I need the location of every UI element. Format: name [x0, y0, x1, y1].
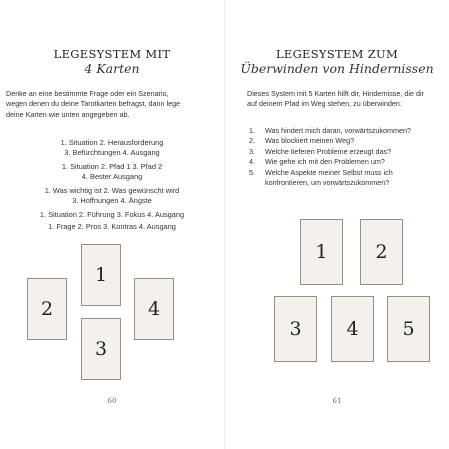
question-text: Was hindert mich daran, vorwärtszukommen?: [265, 126, 411, 135]
combo-line: 1. Frage 2. Pros 3. Kontras 4. Ausgang: [48, 222, 176, 231]
left-page-intro: [6, 89, 218, 120]
question-number: 1.: [249, 126, 255, 135]
question-text: Welche tieferen Probleme erzeugt das?: [265, 146, 392, 156]
intro-line: deine Karten wie unten angegeben ab.: [6, 109, 130, 119]
right-page-subtitle: Überwinden von Hindernissen: [240, 61, 434, 76]
intro-line: wegen denen du deine Tarotkarten befragst, dann lege: [6, 99, 181, 109]
spread-card: 5: [387, 296, 430, 362]
question-item: [247, 168, 447, 189]
combo-line: 4. Bester Ausgang: [81, 172, 143, 181]
spread-card: 2: [360, 219, 403, 285]
intro-line: auf deinem Pfad im Weg stehen, zu überwinden.: [247, 99, 402, 109]
question-text: konfrontieren, um vorwärtszukommen?: [265, 178, 390, 188]
spread-card: 3: [274, 296, 317, 362]
question-item: [247, 126, 447, 136]
left-page: [0, 0, 224, 449]
spread-card: 1: [300, 219, 343, 285]
intro-line: Dieses System mit 5 Karten hilft dir, Hindernisse, die dir: [247, 89, 424, 98]
page-number: 60: [107, 397, 117, 405]
left-page-subtitle: 4 Karten: [84, 61, 140, 76]
page-number: 61: [332, 397, 342, 405]
combo-line: 1. Situation 2. Herausforderung: [60, 138, 164, 147]
question-number: 2.: [249, 136, 255, 146]
question-text: Was blockiert meinen Weg?: [265, 136, 355, 146]
question-item: [247, 147, 447, 157]
combo-line: 1. Was wichtig ist 2. Was gewünscht wird: [44, 186, 180, 195]
question-number: 4.: [249, 157, 255, 167]
combo-line: 3. Befürchtungen 4. Ausgang: [64, 148, 160, 157]
combo-line: 1. Situation 2. Pfad 1 3. Pfad 2: [61, 162, 163, 171]
question-item: [247, 157, 447, 167]
left-page-title: LEGESYSTEM MIT: [53, 47, 171, 61]
spread-card: 1: [81, 244, 121, 306]
intro-line: Denke an eine bestimmte Frage oder ein Szenario,: [6, 89, 169, 98]
question-number: 3.: [249, 146, 255, 156]
question-text: Welche Aspekte meiner Selbst muss ich: [265, 167, 393, 177]
spread-card: 4: [331, 296, 374, 362]
spread-card: 2: [27, 278, 67, 340]
combo-line: 3. Hoffnungen 4. Ängste: [72, 196, 152, 205]
right-page: [225, 0, 449, 449]
right-page-intro: [247, 89, 443, 110]
combo-line: 1. Situation 2. Führung 3. Fokus 4. Ausgang: [39, 210, 185, 219]
question-text: Wie gehe ich mit den Problemen um?: [265, 157, 385, 167]
spread-card: 3: [81, 318, 121, 380]
question-list: [247, 126, 447, 188]
question-item: [247, 136, 447, 146]
spread-card: 4: [134, 278, 174, 340]
right-page-title: LEGESYSTEM ZUM: [275, 47, 399, 61]
question-number: 5.: [249, 167, 255, 177]
